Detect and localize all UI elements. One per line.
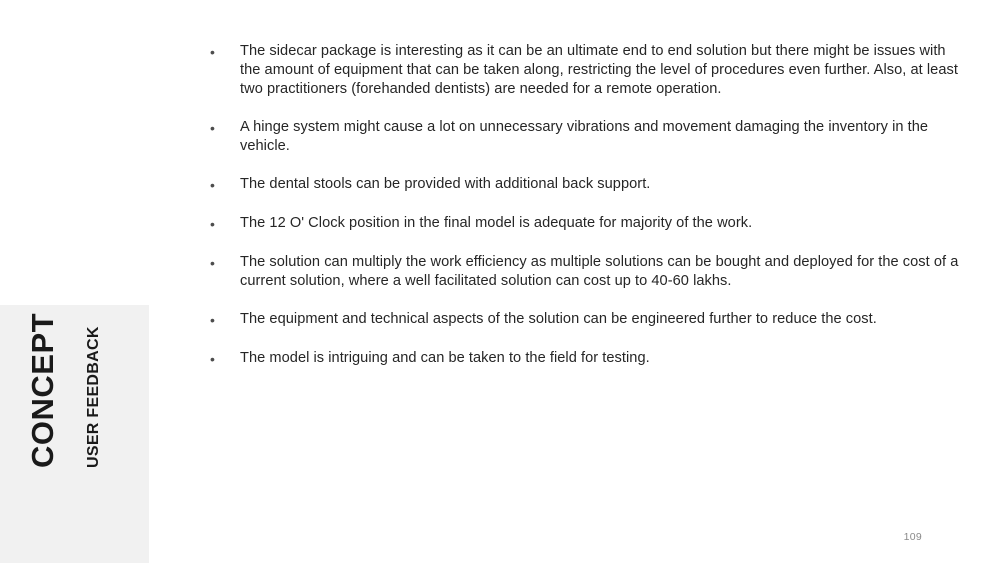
bullet-icon: •: [210, 216, 215, 232]
bullet-icon: •: [210, 120, 215, 136]
list-item: [210, 42, 970, 99]
bullet-icon: •: [210, 255, 215, 271]
list-item: [210, 253, 970, 291]
list-item-text: The solution can multiply the work efficiency as multiple solutions can be bought and deployed for the cost of a current solution, where a well facilitated solution can cost up to 40-60 lakhs.: [240, 254, 959, 289]
list-item-text: The dental stools can be provided with additional back support.: [240, 176, 651, 192]
page-subtitle: USER FEEDBACK: [85, 326, 102, 468]
bullet-list: [210, 42, 970, 369]
bullet-icon: •: [210, 177, 215, 193]
list-item: [210, 349, 970, 369]
bullet-icon: •: [210, 44, 215, 60]
list-item-text: The 12 O' Clock position in the final model is adequate for majority of the work.: [240, 215, 753, 231]
page-number: 109: [903, 531, 922, 543]
section-title-block: [0, 258, 150, 468]
page-title: CONCEPT: [25, 312, 60, 468]
list-item-text: The sidecar package is interesting as it can be an ultimate end to end solution but there might be issues with the amount of equipment that can be taken along, restricting the level of procedures even further. Also, at least two practitioners (forehanded dentists) are needed for a remote operation.: [240, 43, 958, 97]
bullet-icon: •: [210, 312, 215, 328]
list-item: [210, 214, 970, 234]
list-item: [210, 118, 970, 156]
list-item: [210, 310, 970, 330]
list-item-text: The equipment and technical aspects of the solution can be engineered further to reduce the cost.: [240, 311, 877, 327]
list-item-text: A hinge system might cause a lot on unnecessary vibrations and movement damaging the inventory in the vehicle.: [240, 119, 929, 154]
list-item: [210, 175, 970, 195]
list-item-text: The model is intriguing and can be taken to the field for testing.: [240, 350, 650, 366]
bullet-icon: •: [210, 351, 215, 367]
